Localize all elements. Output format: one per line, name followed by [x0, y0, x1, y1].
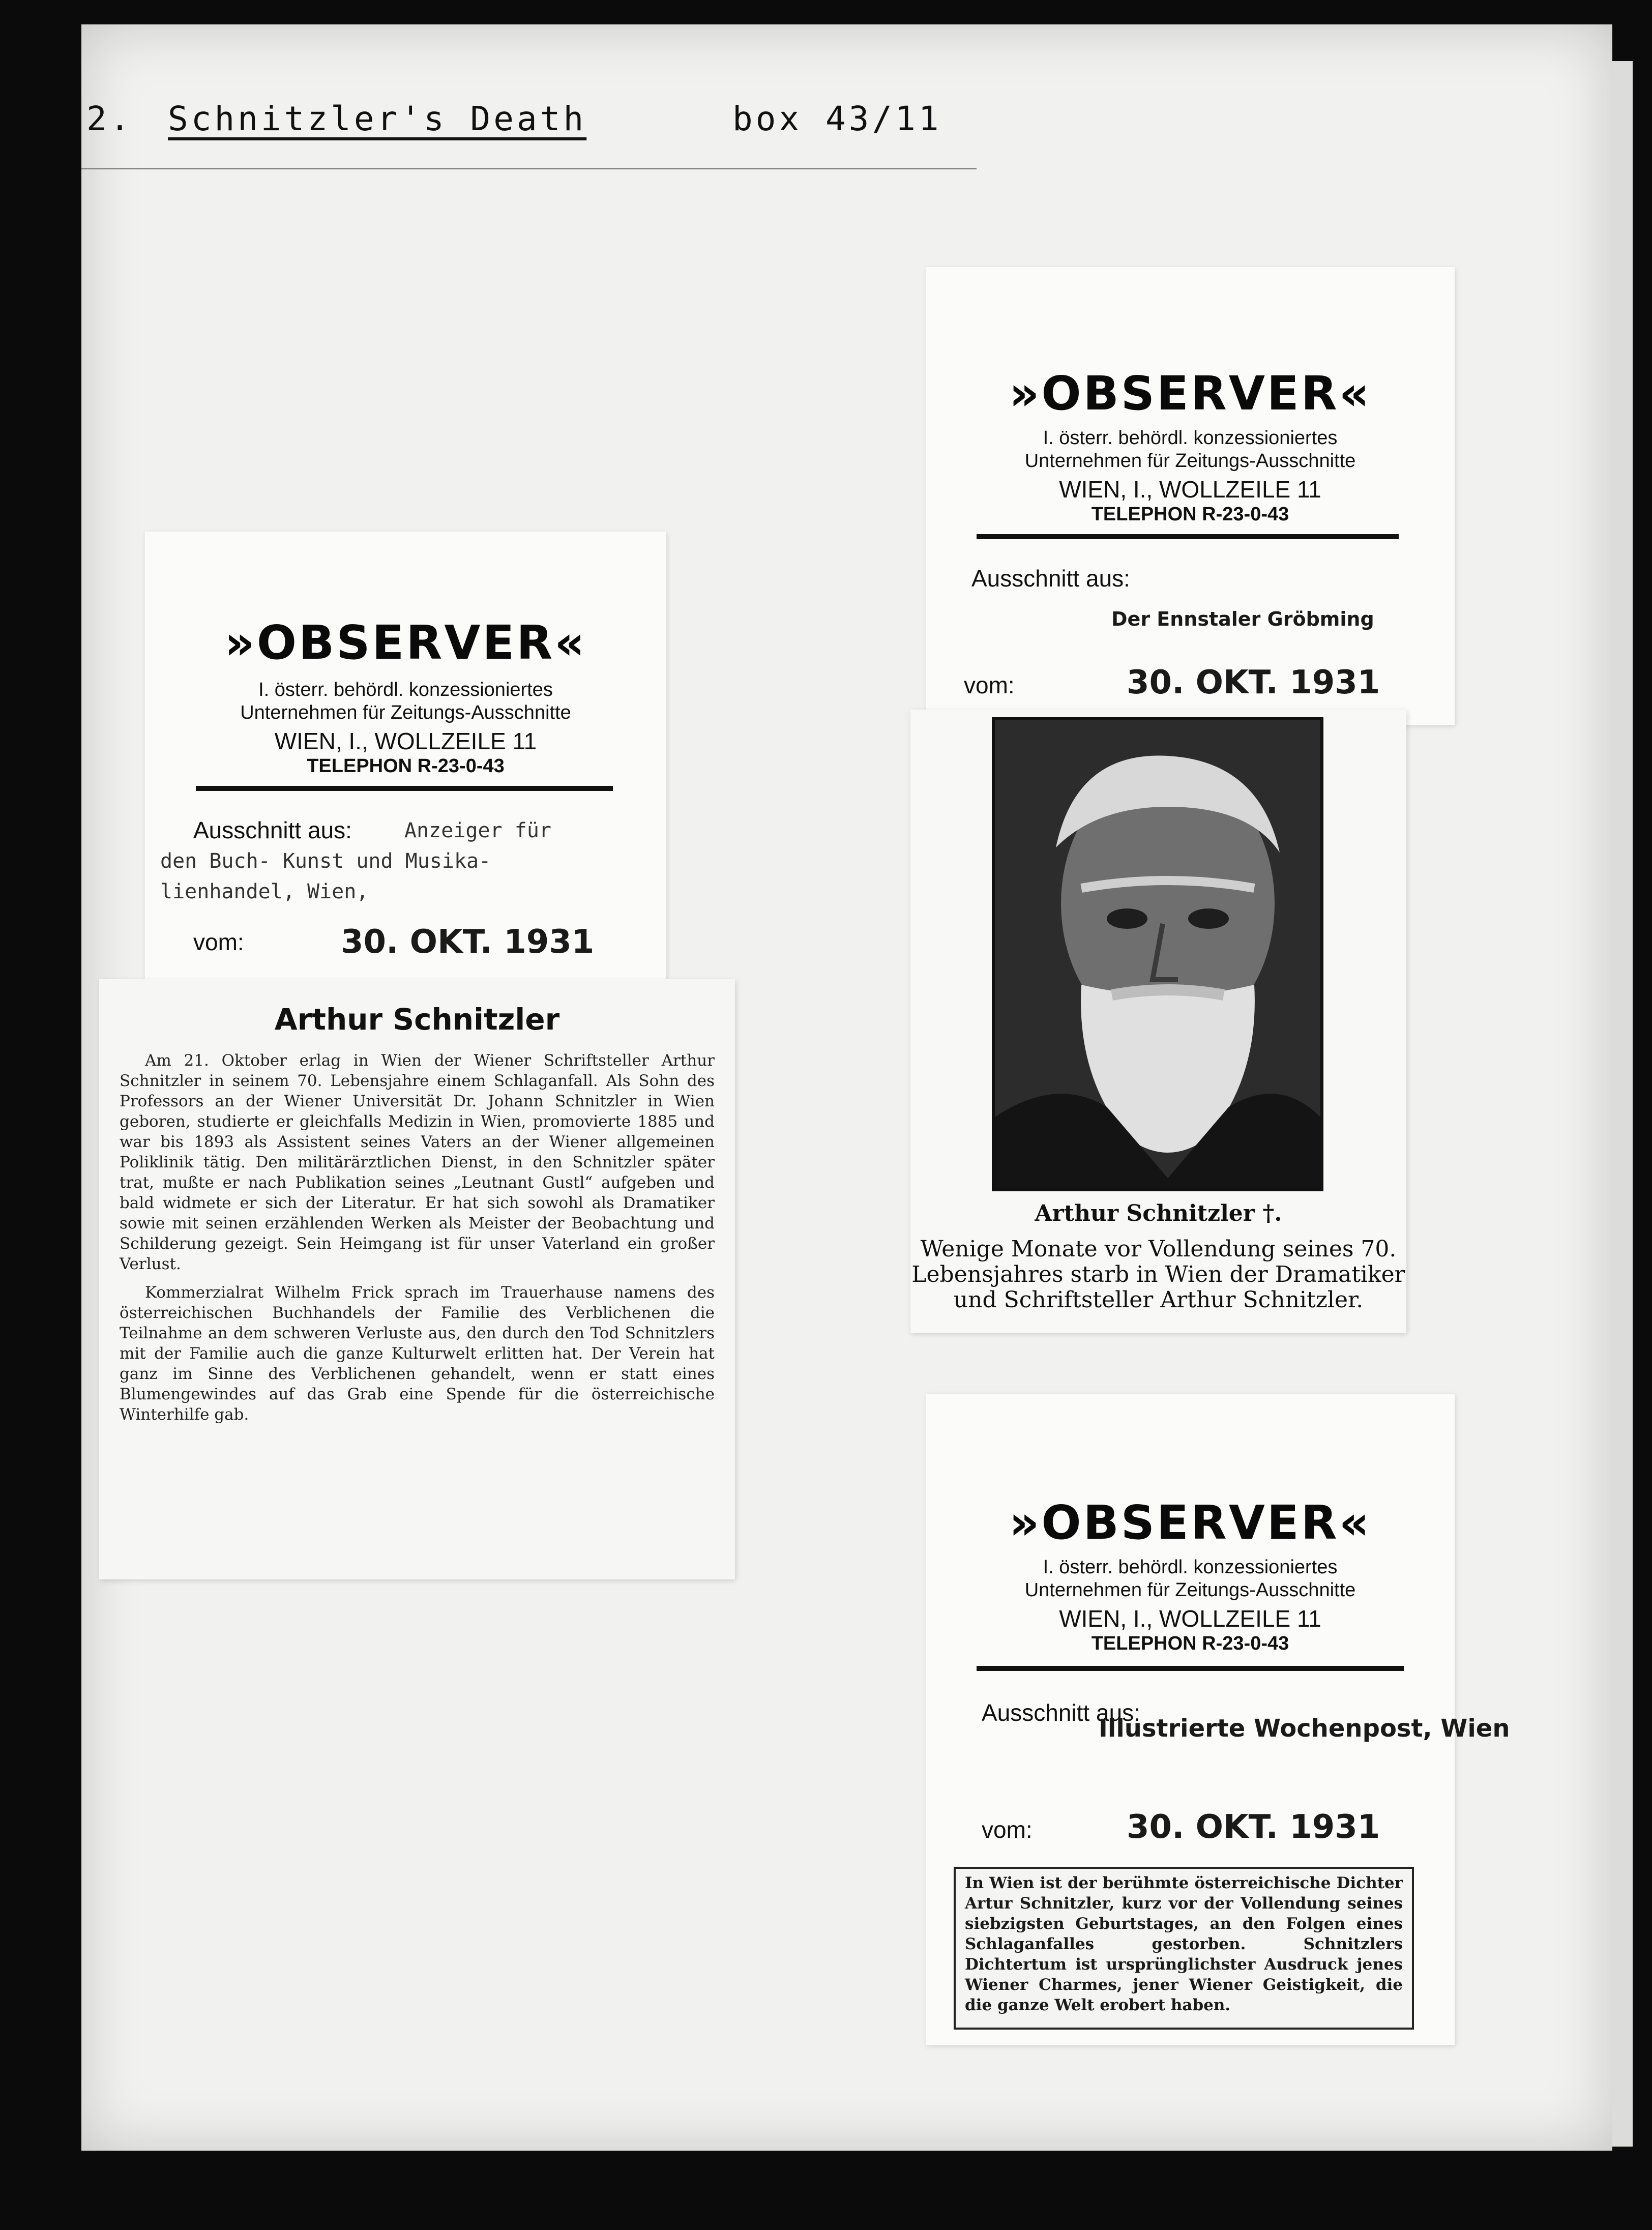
article-paragraph-1: Am 21. Oktober erlag in Wien der Wiener Schriftsteller Arthur Schnitzler in seinem 70. Lebensjahre einem Schlaganfall. Als Sohn des Professors an der Wiener Universität Dr. Johann Schnitzler in Wien geboren, studierte er gleichfalls Medizin in Wien, promovierte 1885 und war bis 1893 als Assistent seines Vaters an der Wiener allgemeinen Poliklinik tätig. Den militärärztlichen Dienst, in den Schnitzler später trat, mußte er nach Publikation seines „Leutnant Gustl“ aufgeben und bald widmete er sich der Literatur. Er hat sich sowohl als Dramatiker sowie mit seinen erzählenden Werken als Meister der Beobachtung und Schilderung gezeigt. Sein Heimgang ist für unser Vaterland ein großer Verlust. — [120, 1051, 715, 1273]
observer-brand: »OBSERVER« — [1009, 1495, 1372, 1550]
date-stamp: 30. OKT. 1931 — [1127, 664, 1380, 701]
source-label: Ausschnitt aus: — [193, 817, 352, 843]
observer-clip-bottom-right — [926, 1394, 1510, 2045]
agency-line-2: Unternehmen für Zeitungs-Ausschnitte — [240, 702, 571, 723]
article-headline: Arthur Schnitzler — [274, 1002, 560, 1037]
source-name: Der Ennstaler Gröbming — [1111, 608, 1374, 630]
caption-line-2: Lebensjahres starb in Wien der Dramatiker — [911, 1261, 1405, 1287]
divider-rule — [977, 1666, 1404, 1671]
news-note: In Wien ist der berühmte österreichische Dichter Artur Schnitzler, kurz vor der Vollendung seines siebzigsten Geburtstages, an den Folgen eines Schlaganfalles gestorben. Schnitzlers Dichtertum ist ursprünglichster Ausdruck jenes Wiener Charmes, jener Wiener Geistigkeit, die die ganze Welt erobert haben. — [954, 1867, 1414, 2030]
schnitzler-portrait — [992, 717, 1323, 1191]
date-stamp: 30. OKT. 1931 — [341, 923, 595, 961]
portrait-image — [995, 720, 1320, 1188]
article-paragraph-2: Kommerzialrat Wilhelm Frick sprach im Trauerhause namens des österreichischen Buchhandels der Familie des Verblichenen die Teilnahme an dem schweren Verluste aus, den durch den Tod Schnitzlers mit der Familie auch die ganze Kulturwelt erlitten hat. Der Verein hat ganz im Sinne des Verblichenen gehandelt, wenn er statt eines Blumengewindes auf das Grab eine Spende für die österreichische Winterhilfe gab. — [120, 1283, 715, 1424]
article-clip — [99, 979, 735, 1579]
agency-phone: TELEPHON R-23-0-43 — [307, 755, 505, 777]
agency-line-1: I. österr. behördl. konzessioniertes — [1043, 1557, 1338, 1578]
header-number: 2. — [86, 99, 133, 138]
source-name: Illustrierte Wochenpost, Wien — [1099, 1714, 1510, 1743]
agency-phone: TELEPHON R-23-0-43 — [1091, 504, 1289, 525]
date-label: vom: — [193, 929, 244, 955]
observer-brand: »OBSERVER« — [224, 615, 587, 670]
agency-line-2: Unternehmen für Zeitungs-Ausschnitte — [1024, 1579, 1356, 1601]
portrait-clip — [910, 710, 1406, 1333]
observer-brand: »OBSERVER« — [1009, 366, 1372, 421]
divider-rule — [196, 786, 613, 791]
header-title: Schnitzler's Death — [168, 99, 587, 138]
agency-address: WIEN, I., WOLLZEILE 11 — [274, 728, 537, 754]
caption-title: Arthur Schnitzler †. — [1035, 1200, 1282, 1226]
header-rule — [81, 168, 977, 169]
agency-phone: TELEPHON R-23-0-43 — [1091, 1633, 1289, 1654]
article-body — [120, 1050, 715, 1433]
caption-line-3: und Schriftsteller Arthur Schnitzler. — [953, 1287, 1364, 1313]
agency-line-1: I. österr. behördl. konzessioniertes — [258, 679, 553, 700]
source-label: Ausschnitt aus: — [971, 565, 1130, 592]
observer-clip-left — [145, 532, 666, 979]
source-line-1: Anzeiger für — [404, 819, 551, 842]
agency-line-2: Unternehmen für Zeitungs-Ausschnitte — [1024, 450, 1356, 472]
observer-clip-top-right — [926, 267, 1455, 725]
date-label: vom: — [964, 672, 1015, 698]
agency-address: WIEN, I., WOLLZEILE 11 — [1059, 476, 1321, 503]
source-line-3: lienhandel, Wien, — [160, 880, 369, 903]
sheet-edge — [1612, 61, 1633, 2147]
source-label: Ausschnitt aus: — [982, 1699, 1140, 1726]
agency-address: WIEN, I., WOLLZEILE 11 — [1059, 1605, 1321, 1632]
header-box-ref: box 43/11 — [732, 99, 942, 138]
date-label: vom: — [982, 1816, 1032, 1843]
caption-line-1: Wenige Monate vor Vollendung seines 70. — [920, 1236, 1397, 1262]
divider-rule — [977, 534, 1399, 539]
date-stamp: 30. OKT. 1931 — [1127, 1808, 1380, 1846]
source-line-2: den Buch- Kunst und Musika- — [160, 849, 491, 873]
agency-line-1: I. österr. behördl. konzessioniertes — [1043, 427, 1338, 449]
